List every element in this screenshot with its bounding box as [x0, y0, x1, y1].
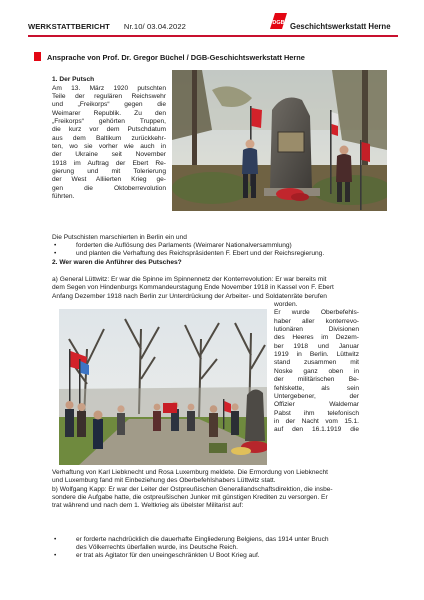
text-line: worden.	[274, 301, 298, 308]
text-line: fehlskette, als sein	[274, 384, 359, 392]
text-line: 1919 in Berlin. Lüttwitz	[274, 351, 359, 359]
putsch-heading: 1. Der Putsch	[52, 76, 95, 83]
header-rule	[28, 35, 398, 37]
text-line: Am 13. März 1920 putschten	[52, 84, 166, 92]
organization-name: Geschichtswerkstatt Herne	[290, 22, 391, 31]
putsch-bullet-2: und planten die Verhaftung des Reichspräsidenten F. Ebert und der Reichsregierung.	[76, 250, 325, 257]
page-header	[0, 0, 424, 34]
text-line: Noske ganz oben in	[274, 367, 359, 375]
text-line: Anfang Dezember 1918 nach Berlin zur Unterdrückung der Arbeiter- und Soldatenräte berufen	[52, 292, 327, 300]
text-line: Er wurde Oberbefehls-	[274, 309, 359, 317]
text-line: auf den 16.1.1919 die	[274, 426, 359, 434]
text-line: ber 1918 und Januar	[274, 342, 359, 350]
text-line: die kurz vor dem Putschdatum	[52, 126, 166, 134]
text-line: und „Freikorps“ gegen die	[52, 101, 166, 109]
text-line: Verhaftung von Karl Liebknecht und Rosa Luxemburg meldete. Die Ermordung von Liebknecht	[52, 469, 329, 476]
text-line: 1918 im Auftrag der Ebert Re-	[52, 159, 166, 167]
text-line: aus dem Baltikum zurückkehr-	[52, 134, 166, 142]
leaders-heading: 2. Wer waren die Anführer des Putsches?	[52, 259, 182, 266]
dgb-logo	[268, 12, 288, 30]
text-line: trat während und nach dem 1. Weltkrieg als übelster Militarist auf:	[52, 502, 244, 510]
section-title: Ansprache von Prof. Dr. Gregor Büchel / DGB-Geschichtswerkstatt Herne	[34, 52, 305, 62]
bullet-dot: •	[54, 552, 57, 559]
text-line: führten.	[52, 193, 75, 201]
issue-number: Nr.10/ 03.04.2022	[123, 22, 186, 31]
text-line: der militärischen Be-	[274, 376, 359, 384]
text-line: Teile der regulären Reichswehr	[52, 92, 166, 100]
header-left	[28, 22, 186, 31]
kapp-bullet-2: er trat als Agitator für den uneingeschränkten U Boot Krieg auf.	[76, 552, 260, 559]
putsch-bullet-1: forderten die Auflösung des Parlaments (Weimarer Nationalversammlung)	[76, 242, 292, 249]
text-line: stand zusammen mit	[274, 359, 359, 367]
text-line: Pabst ihm telefonisch	[274, 409, 359, 417]
bullet-dot: •	[54, 242, 57, 249]
text-line: „Freikorps“ gehörten Truppen,	[52, 117, 166, 125]
kapp-bullet-1-line-1: er forderte nachdrücklich die dauerhafte Eingliederung Belgiens, das 1914 unter Bruch	[76, 536, 329, 543]
text-line: der West Alliierten Krieg ge-	[52, 176, 166, 184]
text-line: a) General Lüttwitz: Er war die Spinne im Spinnennetz der Konterrevolution: Er war bereits mit	[52, 276, 327, 283]
text-line: haber aller konterrevo-	[274, 317, 359, 325]
text-line: gen die Oktoberrevolution	[52, 184, 166, 192]
text-line: lutionären Divisionen	[274, 326, 359, 334]
text-line: sondere die Aufgabe hatte, die ostpreußischen Junker mit günstigen Krediten zu versorgen. Er	[52, 494, 328, 502]
gathering-photo	[59, 309, 267, 465]
memorial-stone-photo	[172, 70, 387, 211]
text-line: der Ukraine seit November	[52, 151, 166, 159]
kapp-bullet-1-line-2: des Völkerrechts überfallen wurde, ins Deutsche Reich.	[76, 544, 238, 551]
text-line: Weimarer Republik. Zu den	[52, 109, 166, 117]
text-line: ten, wo sie vorher wie auch in	[52, 142, 166, 150]
red-square-icon	[34, 52, 41, 61]
logo-text: DGB	[272, 20, 285, 26]
putsch-after-text: Die Putschisten marschierten in Berlin ein und	[52, 234, 187, 241]
text-line: gierung und mit Tolerierung	[52, 168, 166, 175]
text-line: des Heeres im Dezem-	[274, 334, 359, 342]
header-label: WERKSTATTBERICHT	[28, 22, 110, 31]
bullet-dot: •	[54, 536, 57, 543]
text-line: b) Wolfgang Kapp: Er war der Leiter der Ostpreußischen Generallandschaftsdirektion, die insbe-	[52, 485, 333, 493]
bullet-dot: •	[54, 250, 57, 257]
text-line: Untergebener, der	[274, 392, 359, 400]
text-line: in der Nacht vom 15.1.	[274, 417, 359, 425]
text-line: Offizier Waldemar	[274, 401, 359, 409]
text-line: dem Segen von Hindenburgs Kommandeurstagung Ende November 1918 in Kassel von F. Ebert	[52, 284, 334, 292]
text-line: und Luxemburg fand mit Einbeziehung des Oberbefehlshabers Lüttwitz statt.	[52, 477, 276, 485]
